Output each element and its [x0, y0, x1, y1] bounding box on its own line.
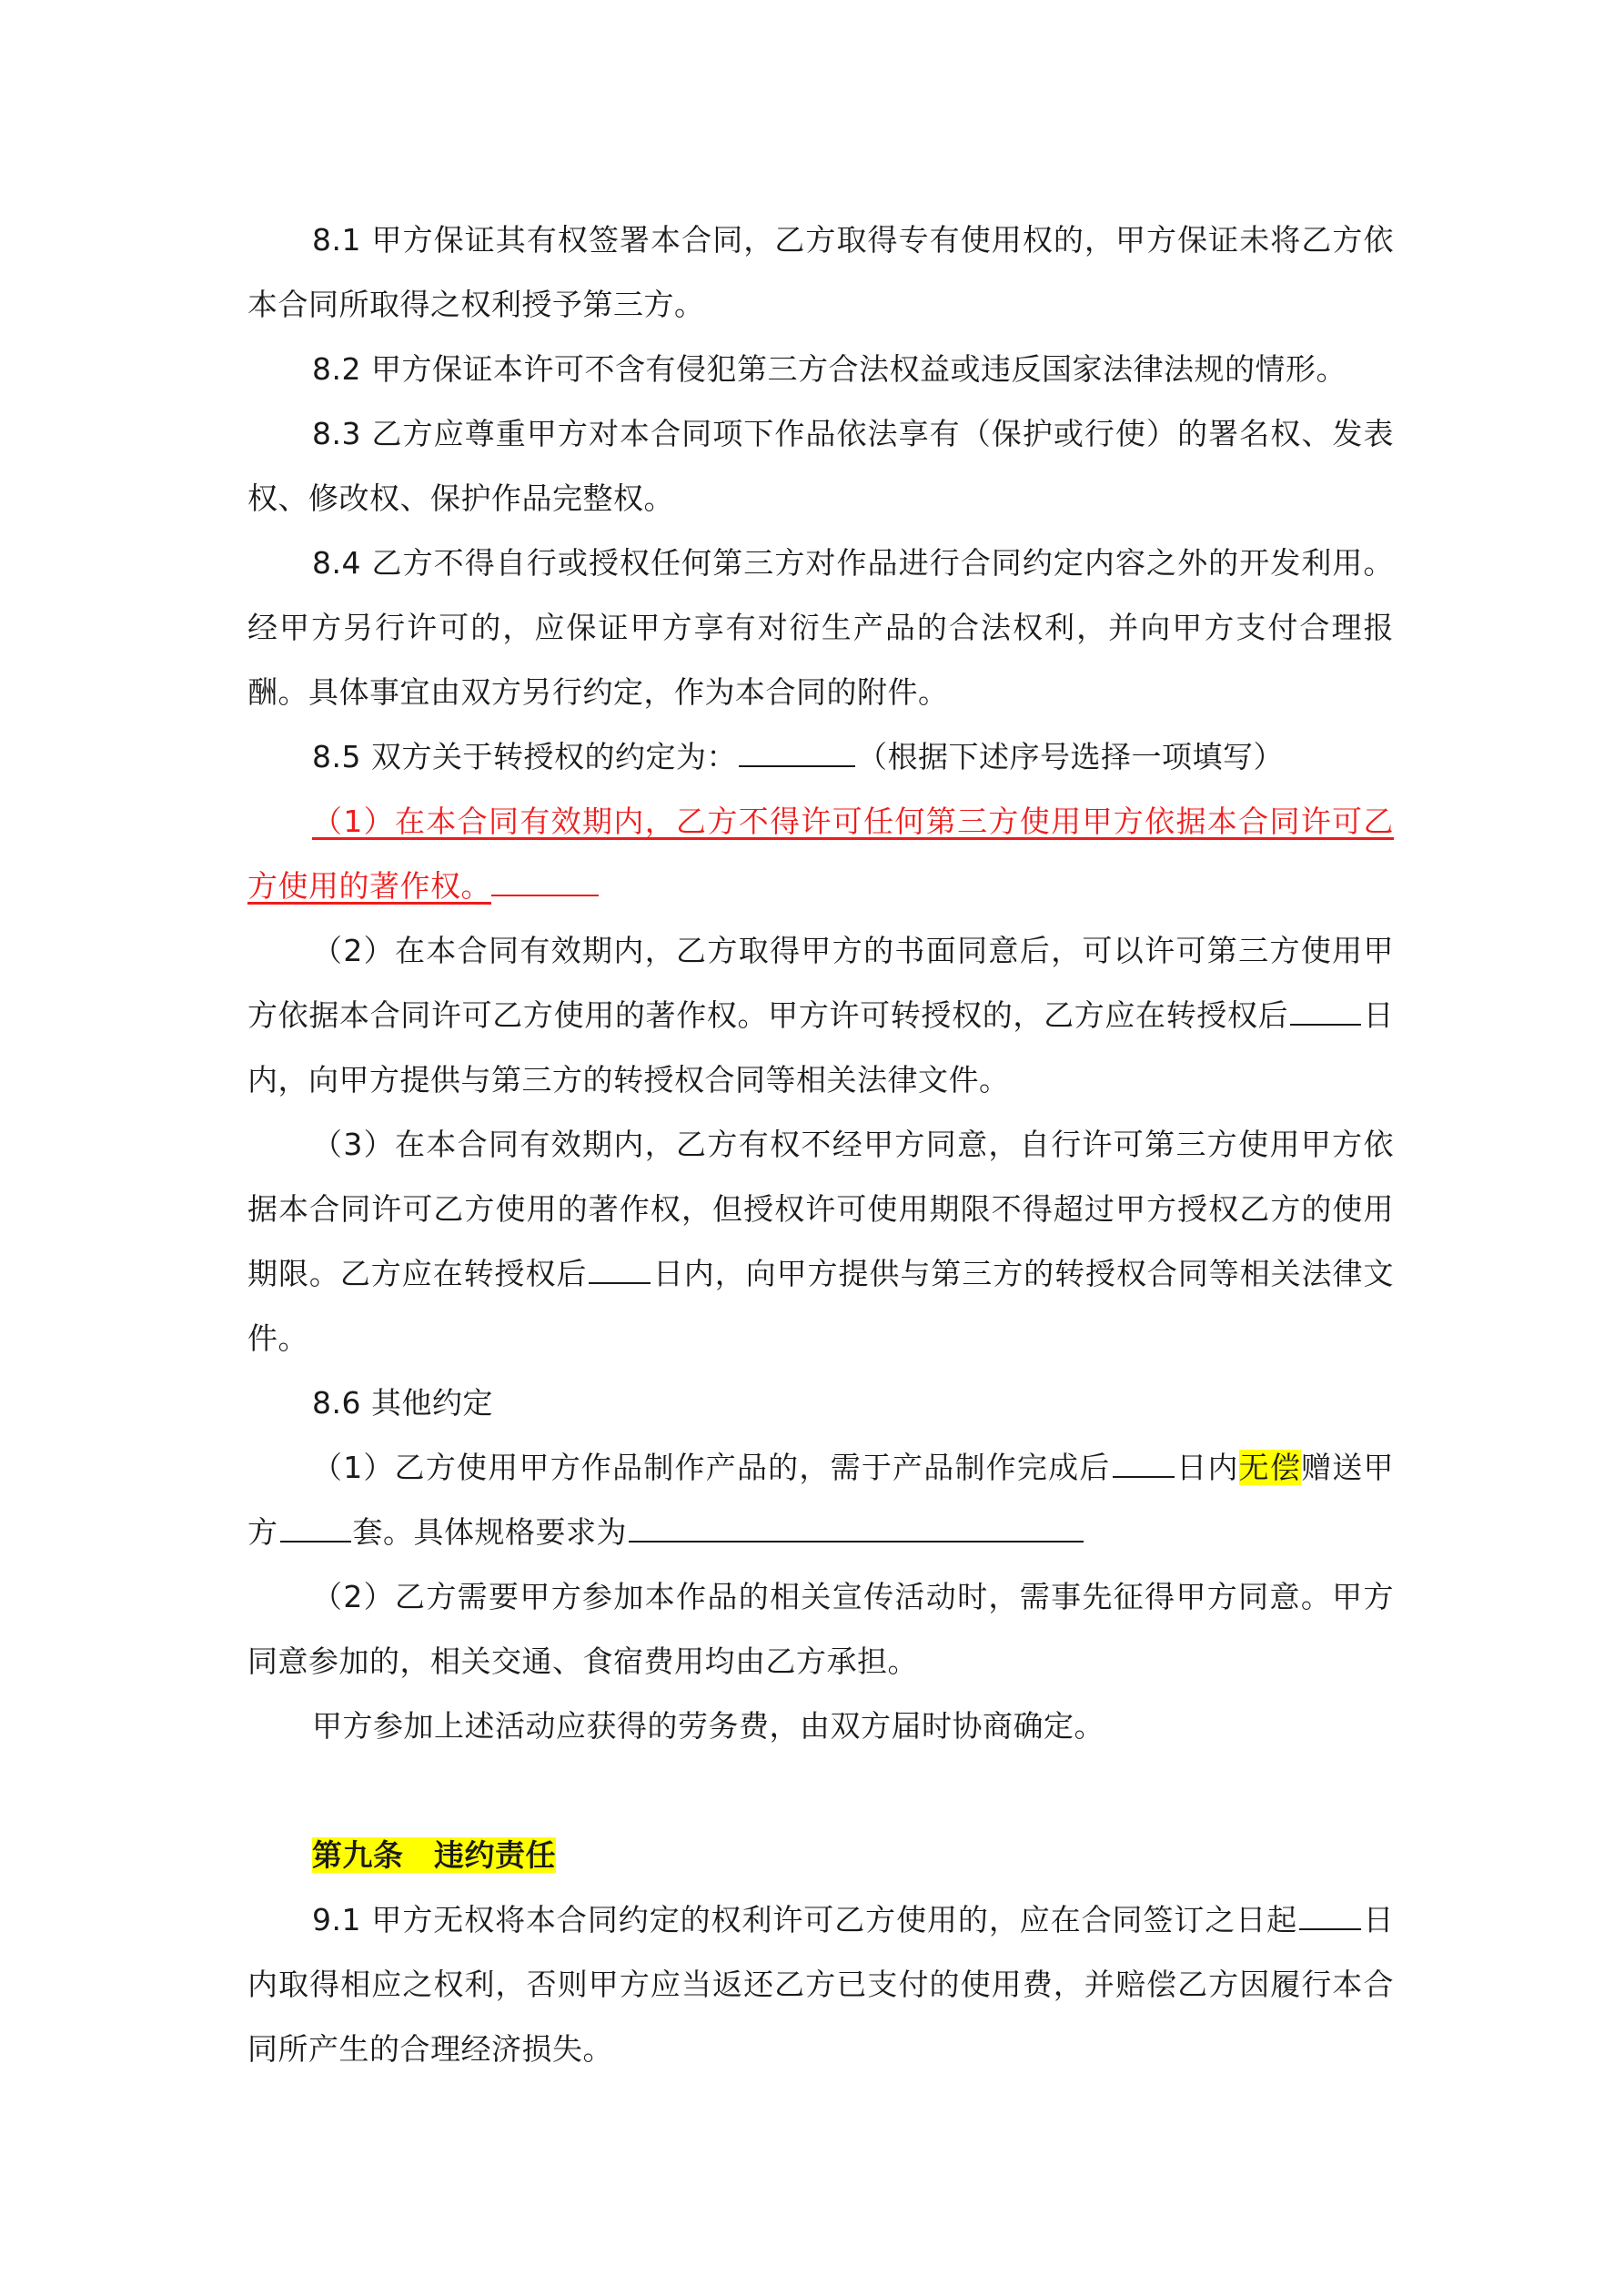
- item-1-spec-label: 套。具体规格要求为: [352, 1514, 627, 1550]
- clause-8-4: 8.4 乙方不得自行或授权任何第三方对作品进行合同约定内容之外的开发利用。经甲方另行许可的，应保证甲方享有对衍生产品的合法权利，并向甲方支付合理报酬。具体事宜由双方另行约定，作为本合同的附件。: [247, 545, 1394, 710]
- option-3-text: （3）在本合同有效期内，乙方有权不经甲方同意，自行许可第三方使用甲方依据本合同许可乙方使用的著作权，但授权许可使用期限不得超过甲方授权乙方的使用期限。乙方应在转授权后: [247, 1127, 1394, 1291]
- clause-8-6: 8.6 其他约定: [312, 1385, 493, 1421]
- clause-8-3: 8.3 乙方应尊重甲方对本合同项下作品依法享有（保护或行使）的署名权、发表权、修改权、保护作品完整权。: [247, 416, 1394, 516]
- clause-9-1-text: 9.1 甲方无权将本合同约定的权利许可乙方使用的，应在合同签订之日起: [312, 1902, 1298, 1937]
- option-2-text: （2）在本合同有效期内，乙方取得甲方的书面同意后，可以许可第三方使用甲方依据本合同许可乙方使用的著作权。甲方许可转授权的，乙方应在转授权后: [247, 933, 1394, 1033]
- option-2-text-end: 日内，向甲方提供与第三方的转授权合同等相关法律文件。: [247, 997, 1395, 1097]
- option-1-sublicense: [247, 789, 1394, 918]
- option-3-text-end: 日内，向甲方提供与第三方的转授权合同等相关法律文件。: [247, 1256, 1395, 1356]
- clause-8-1: 8.1 甲方保证其有权签署本合同，乙方取得专有使用权的，甲方保证未将乙方依本合同所取得之权利授予第三方。: [247, 222, 1394, 322]
- fill-blank-rights-days[interactable]: [1299, 1901, 1361, 1930]
- option-2-sublicense: [247, 918, 1394, 1112]
- option-1-text: （1）在本合同有效期内，乙方不得许可任何第三方使用甲方依据本合同许可乙方使用的著作权。: [247, 804, 1394, 904]
- clause-8-5-note: （根据下述序号选择一项填写）: [856, 739, 1284, 774]
- clause-8-5: [247, 724, 1394, 789]
- clause-8-6-item-1: [247, 1435, 1394, 1564]
- clause-8-6-fee-note: 甲方参加上述活动应获得的劳务费，由双方届时协商确定。: [312, 1708, 1105, 1744]
- clause-8-6-item-2: （2）乙方需要甲方参加本作品的相关宣传活动时，需事先征得甲方同意。甲方同意参加的，相关交通、食宿费用均由乙方承担。: [247, 1579, 1394, 1679]
- fill-blank-gift-sets[interactable]: [280, 1513, 351, 1542]
- item-1-text: （1）乙方使用甲方作品制作产品的，需于产品制作完成后: [312, 1450, 1111, 1485]
- item-1-gift-label: 赠送甲方: [247, 1450, 1395, 1550]
- item-1-days-label: 日内: [1175, 1450, 1239, 1485]
- option-1-underline-tail: [491, 867, 599, 896]
- section-spacer: [247, 1758, 1394, 1823]
- clause-8-2: 8.2 甲方保证本许可不含有侵犯第三方合法权益或违反国家法律法规的情形。: [312, 351, 1347, 387]
- document-body: [247, 207, 1394, 2081]
- highlighted-free-of-charge: 无偿: [1238, 1450, 1302, 1485]
- article-9-heading: [247, 1823, 1394, 1887]
- fill-blank-option-2-days[interactable]: [1290, 996, 1361, 1026]
- option-3-sublicense: [247, 1112, 1394, 1371]
- fill-blank-spec-requirements[interactable]: [629, 1513, 1084, 1542]
- clause-9-1-text-end: 日内取得相应之权利，否则甲方应当返还乙方已支付的使用费，并赔偿乙方因履行本合同所产生的合理经济损失。: [247, 1902, 1395, 2067]
- fill-blank-gift-days[interactable]: [1113, 1449, 1175, 1478]
- article-9-title: 第九条 违约责任: [312, 1837, 556, 1873]
- fill-blank-option-3-days[interactable]: [589, 1255, 651, 1284]
- clause-8-5-text: 8.5 双方关于转授权的约定为：: [312, 739, 737, 774]
- fill-blank-sublicense-choice[interactable]: [739, 738, 855, 767]
- clause-9-1: [247, 1887, 1394, 2081]
